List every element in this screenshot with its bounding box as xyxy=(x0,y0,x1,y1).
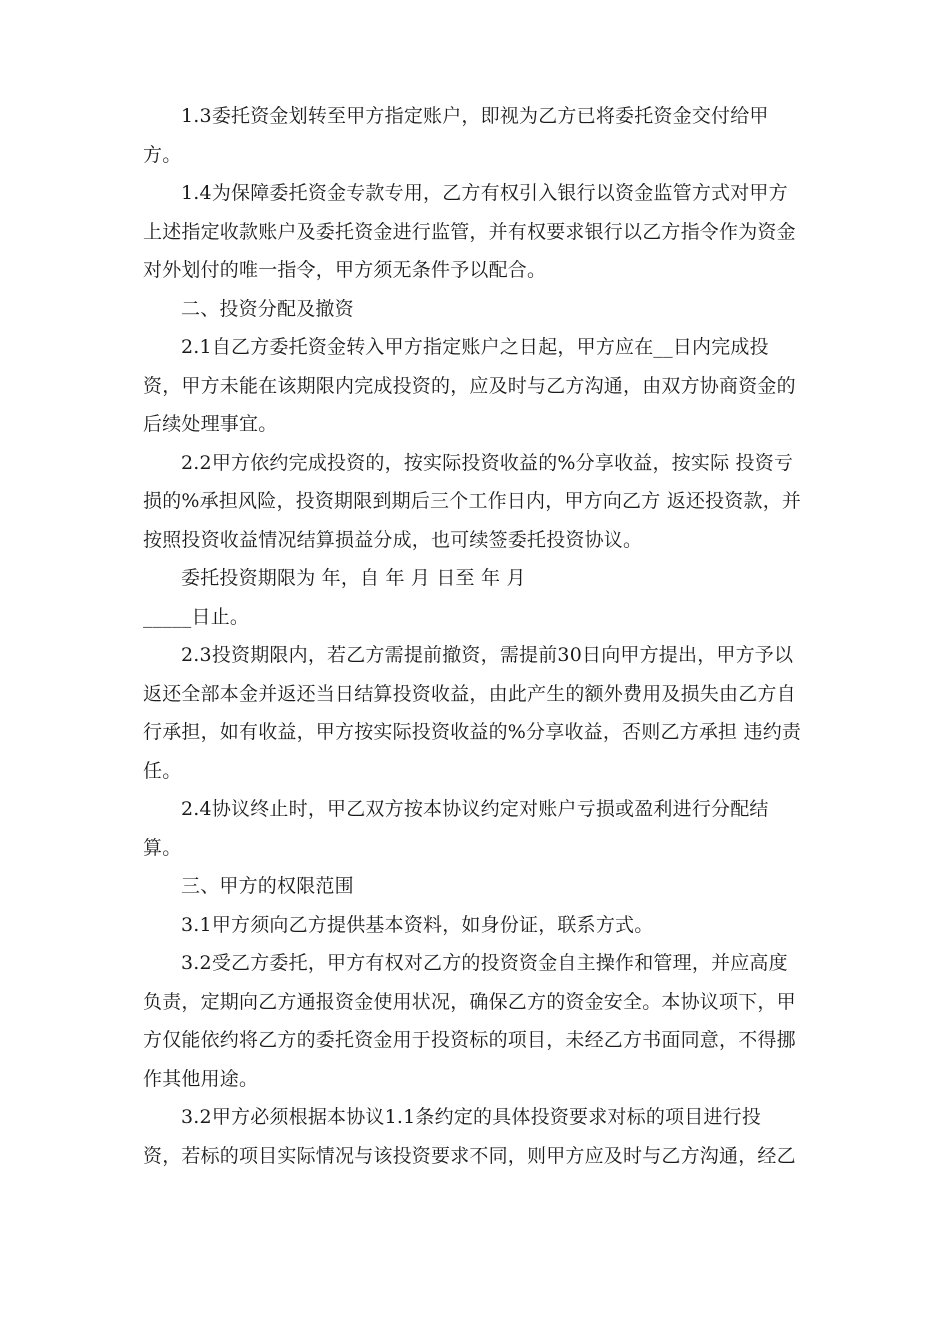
text-line: 资，若标的项目实际情况与该投资要求不同，则甲方应及时与乙方沟通，经乙 xyxy=(143,1145,796,1167)
text-line: 2.3投资期限内，若乙方需提前撤资，需提前30日向甲方提出，甲方予以 xyxy=(181,644,794,666)
text-line: 方。 xyxy=(143,144,182,166)
text-line: 作其他用途。 xyxy=(143,1068,259,1090)
text-line: 3.2甲方必须根据本协议1.1条约定的具体投资要求对标的项目进行投 xyxy=(181,1106,762,1128)
section-heading: 二、投资分配及撤资 xyxy=(181,298,354,320)
text-line: 损的%承担风险，投资期限到期后三个工作日内，甲方向乙方 返还投资款，并 xyxy=(143,490,802,512)
text-line: 负责，定期向乙方通报资金使用状况，确保乙方的资金安全。本协议项下，甲 xyxy=(143,991,796,1013)
text-line: 上述指定收款账户及委托资金进行监管，并有权要求银行以乙方指令作为资金 xyxy=(143,221,796,243)
text-line: 返还全部本金并返还当日结算投资收益，由此产生的额外费用及损失由乙方自 xyxy=(143,683,796,705)
text-line: 1.3委托资金划转至甲方指定账户，即视为乙方已将委托资金交付给甲 xyxy=(181,105,769,127)
text-line: _____日止。 xyxy=(143,606,250,628)
text-line: 资，甲方未能在该期限内完成投资的，应及时与乙方沟通，由双方协商资金的 xyxy=(143,375,796,397)
text-line: 1.4为保障委托资金专款专用，乙方有权引入银行以资金监管方式对甲方 xyxy=(181,182,788,204)
text-line: 方仅能依约将乙方的委托资金用于投资标的项目，未经乙方书面同意，不得挪 xyxy=(143,1029,796,1051)
text-line: 2.1自乙方委托资金转入甲方指定账户之日起，甲方应在__日内完成投 xyxy=(181,336,769,358)
text-line: 按照投资收益情况结算损益分成，也可续签委托投资协议。 xyxy=(143,529,643,551)
text-line: 任。 xyxy=(143,760,182,782)
text-line: 3.1甲方须向乙方提供基本资料，如身份证，联系方式。 xyxy=(181,914,654,936)
text-line: 2.4协议终止时，甲乙双方按本协议约定对账户亏损或盈利进行分配结 xyxy=(181,798,769,820)
section-heading: 三、甲方的权限范围 xyxy=(181,875,354,897)
text-line: 行承担，如有收益，甲方按实际投资收益的%分享收益，否则乙方承担 违约责 xyxy=(143,721,802,743)
text-line: 3.2受乙方委托，甲方有权对乙方的投资资金自主操作和管理，并应高度 xyxy=(181,952,788,974)
text-line: 2.2甲方依约完成投资的，按实际投资收益的%分享收益，按实际 投资亏 xyxy=(181,452,794,474)
text-line: 对外划付的唯一指令，甲方须无条件予以配合。 xyxy=(143,259,547,281)
text-line: 委托投资期限为 年，自 年 月 日至 年 月 xyxy=(181,567,526,589)
text-line: 后续处理事宜。 xyxy=(143,413,278,435)
text-line: 算。 xyxy=(143,837,182,859)
